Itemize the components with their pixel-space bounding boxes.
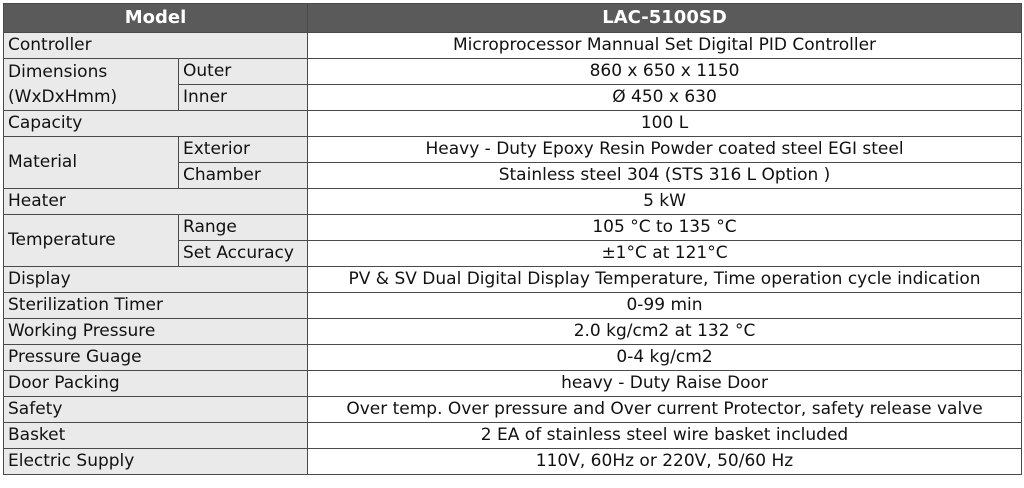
controller-value: Microprocessor Mannual Set Digital PID Controller <box>308 33 1022 59</box>
display-label: Display <box>4 267 308 293</box>
working-pressure-value: 2.0 kg/cm2 at 132 °C <box>308 319 1022 345</box>
chamber-label: Chamber <box>179 163 308 189</box>
table-row <box>4 423 1022 449</box>
door-packing-label: Door Packing <box>4 371 308 397</box>
heater-value: 5 kW <box>308 189 1022 215</box>
exterior-label: Exterior <box>179 137 308 163</box>
electric-supply-label: Electric Supply <box>4 449 308 475</box>
capacity-value: 100 L <box>308 111 1022 137</box>
pressure-gauge-label: Pressure Guage <box>4 345 308 371</box>
temperature-label: Temperature <box>4 215 179 267</box>
table-row <box>4 319 1022 345</box>
outer-label: Outer <box>179 59 308 85</box>
heater-label: Heater <box>4 189 308 215</box>
table-row <box>4 189 1022 215</box>
table-row <box>4 345 1022 371</box>
table-row <box>4 215 1022 241</box>
electric-supply-value: 110V, 60Hz or 220V, 50/60 Hz <box>308 449 1022 475</box>
header-row <box>4 4 1022 33</box>
table-row <box>4 371 1022 397</box>
exterior-value: Heavy - Duty Epoxy Resin Powder coated steel EGI steel <box>308 137 1022 163</box>
table-row <box>4 293 1022 319</box>
range-value: 105 °C to 135 °C <box>308 215 1022 241</box>
table-row <box>4 111 1022 137</box>
controller-label: Controller <box>4 33 308 59</box>
material-label: Material <box>4 137 179 189</box>
dimensions-label-line2: (WxDxHmm) <box>8 86 118 107</box>
header-model-number: LAC-5100SD <box>308 4 1022 33</box>
dimensions-label <box>4 59 179 111</box>
timer-label: Sterilization Timer <box>4 293 308 319</box>
spec-table <box>3 3 1022 475</box>
basket-label: Basket <box>4 423 308 449</box>
inner-value: Ø 450 x 630 <box>308 85 1022 111</box>
door-packing-value: heavy - Duty Raise Door <box>308 371 1022 397</box>
accuracy-value: ±1°C at 121°C <box>308 241 1022 267</box>
working-pressure-label: Working Pressure <box>4 319 308 345</box>
safety-value: Over temp. Over pressure and Over current Protector, safety release valve <box>308 397 1022 423</box>
basket-value: 2 EA of stainless steel wire basket included <box>308 423 1022 449</box>
pressure-gauge-value: 0-4 kg/cm2 <box>308 345 1022 371</box>
capacity-label: Capacity <box>4 111 308 137</box>
header-model: Model <box>4 4 308 33</box>
chamber-value: Stainless steel 304 (STS 316 L Option ) <box>308 163 1022 189</box>
table-row <box>4 137 1022 163</box>
timer-value: 0-99 min <box>308 293 1022 319</box>
table-row <box>4 267 1022 293</box>
table-row <box>4 397 1022 423</box>
table-row <box>4 33 1022 59</box>
table-row <box>4 449 1022 475</box>
accuracy-label: Set Accuracy <box>179 241 308 267</box>
safety-label: Safety <box>4 397 308 423</box>
dimensions-label-line1: Dimensions <box>8 61 108 82</box>
outer-value: 860 x 650 x 1150 <box>308 59 1022 85</box>
table-row <box>4 59 1022 85</box>
inner-label: Inner <box>179 85 308 111</box>
range-label: Range <box>179 215 308 241</box>
display-value: PV & SV Dual Digital Display Temperature, Time operation cycle indication <box>308 267 1022 293</box>
